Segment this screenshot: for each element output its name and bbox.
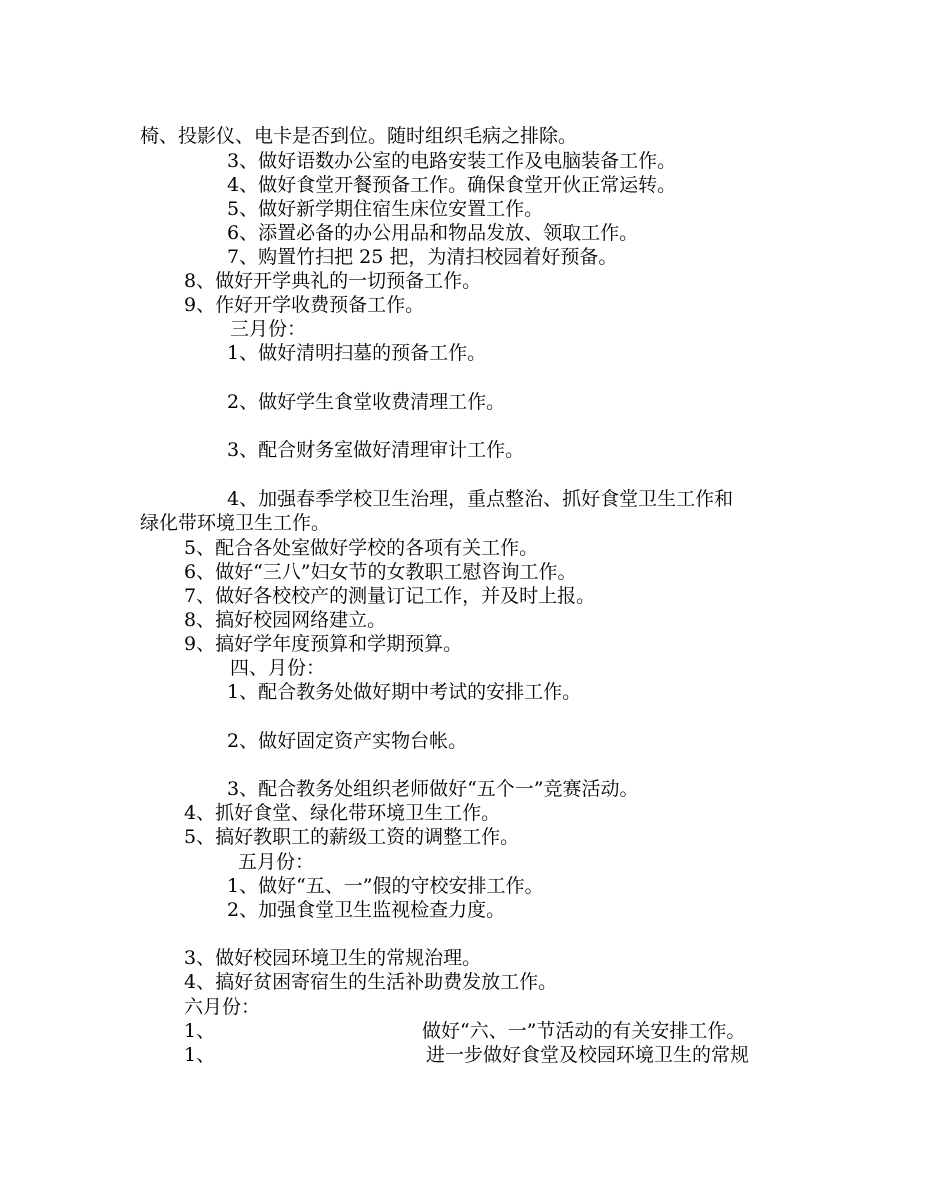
text-line: 椅、投影仪、电卡是否到位。随时组织毛病之排除。 bbox=[140, 125, 578, 147]
text-line: 4、搞好贫困寄宿生的生活补助费发放工作。 bbox=[184, 971, 558, 993]
text-line: 5、配合各处室做好学校的各项有关工作。 bbox=[184, 537, 539, 559]
text-line: 4、做好食堂开餐预备工作。确保食堂开伙正常运转。 bbox=[227, 174, 677, 196]
list-number: 1、 bbox=[184, 1044, 216, 1066]
text-line: 4、抓好食堂、绿化带环境卫生工作。 bbox=[184, 802, 501, 824]
text-line: 3、做好校园环境卫生的常规治理。 bbox=[184, 947, 482, 969]
section-heading: 五月份： bbox=[238, 851, 315, 873]
section-heading: 六月份： bbox=[184, 996, 261, 1018]
text-line: 8、搞好校园网络建立。 bbox=[184, 609, 387, 631]
text-line: 2、做好学生食堂收费清理工作。 bbox=[227, 391, 506, 413]
text-line: 9、搞好学年度预算和学期预算。 bbox=[184, 633, 463, 655]
text-line: 6、做好“三八”妇女节的女教职工慰咨询工作。 bbox=[184, 561, 577, 583]
list-number: 1、 bbox=[184, 1020, 216, 1042]
text-line: 1、做好清明扫墓的预备工作。 bbox=[227, 342, 487, 364]
section-heading: 四、月份： bbox=[230, 657, 326, 679]
text-line: 7、做好各校校产的测量订记工作，并及时上报。 bbox=[184, 585, 596, 607]
text-line: 8、做好开学典礼的一切预备工作。 bbox=[184, 270, 482, 292]
text-line: 做好“六、一”节活动的有关安排工作。 bbox=[422, 1020, 746, 1042]
text-line: 4、加强春季学校卫生治理，重点整治、抓好食堂卫生工作和 bbox=[227, 488, 734, 510]
text-line: 3、做好语数办公室的电路安装工作及电脑装备工作。 bbox=[227, 150, 677, 172]
text-line: 3、配合教务处组织老师做好“五个一”竞赛活动。 bbox=[227, 778, 639, 800]
text-line: 5、搞好教职工的薪级工资的调整工作。 bbox=[184, 826, 520, 848]
text-line: 1、配合教务处做好期中考试的安排工作。 bbox=[227, 681, 582, 703]
text-line: 5、做好新学期住宿生床位安置工作。 bbox=[227, 198, 544, 220]
text-line: 9、作好开学收费预备工作。 bbox=[184, 294, 425, 316]
text-line: 7、购置竹扫把 25 把，为清扫校园着好预备。 bbox=[227, 246, 618, 268]
text-line: 1、做好“五、一”假的守校安排工作。 bbox=[227, 875, 544, 897]
text-line: 6、添置必备的办公用品和物品发放、领取工作。 bbox=[227, 222, 639, 244]
section-heading: 三月份： bbox=[230, 318, 307, 340]
text-line: 进一步做好食堂及校园环境卫生的常规 bbox=[426, 1044, 750, 1066]
text-line: 绿化带环境卫生工作。 bbox=[140, 512, 331, 534]
text-line: 2、加强食堂卫生监视检查力度。 bbox=[227, 899, 506, 921]
text-line: 3、配合财务室做好清理审计工作。 bbox=[227, 439, 525, 461]
text-line: 2、做好固定资产实物台帐。 bbox=[227, 730, 468, 752]
